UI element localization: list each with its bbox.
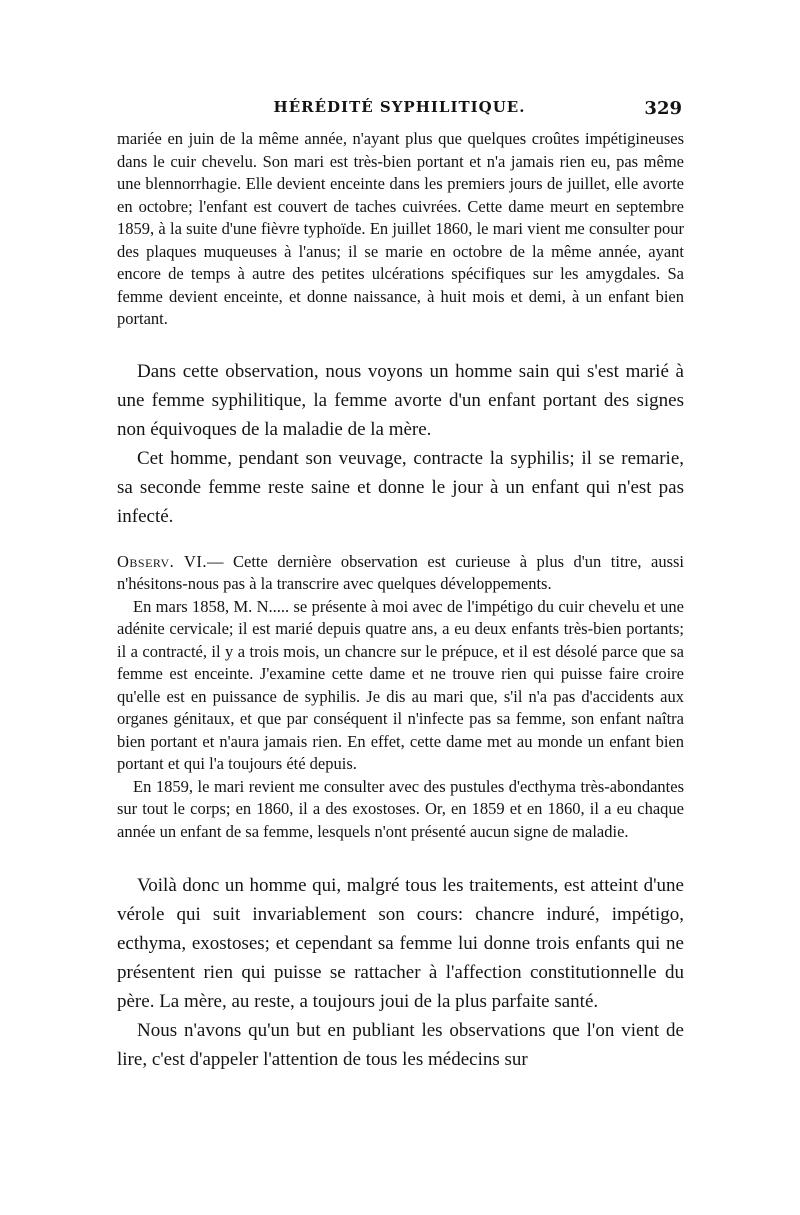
paragraph-case-followup: En 1859, le mari revient me consulter avec des pustules d'ecthyma très-abondantes sur tout le corps; en 1860, il a des exostoses. Or, en 1859 et en 1860, il a eu chaque année un enfant de sa femme, lesquels n'ont présenté aucun signe de maladie. [117,776,684,841]
page-number: 329 [644,98,682,119]
paragraph-commentary-1: Dans cette observation, nous voyons un homme sain qui s'est marié à une femme syphilitique, la femme avorte d'un enfant portant des signes non équivoques de la maladie de la mère. [117,360,684,440]
paragraph-commentary-2: Cet homme, pendant son veuvage, contracte la syphilis; il se remarie, sa seconde femme reste saine et donne le jour à un enfant qui n'est pas infecté. [117,447,684,527]
page-body [117,128,684,1074]
observation-heading-paragraph [117,551,684,596]
paragraph-continuation: mariée en juin de la même année, n'ayant plus que quelques croûtes impétigineuses dans le cuir chevelu. Son mari est très-bien portant et n'a jamais rien eu, pas même une blennorrhagie. Elle devient enceinte dans les premiers jours de juillet, elle avorte en octobre; l'enfant est couvert de taches cuivrées. Cette dame meurt en septembre 1859, à la suite d'une fièvre typhoïde. En juillet 1860, le mari vient me consulter pour des plaques muqueuses à l'anus; il se marie en octobre de la même année, ayant encore de temps à autre des petites ulcérations spécifiques sur les amygdales. Sa femme devient enceinte, et donne naissance, à huit mois et demi, à un enfant bien portant. [117,129,684,328]
paragraph-purpose: Nous n'avons qu'un but en publiant les observations que l'on vient de lire, c'est d'appeler l'attention de tous les médecins sur [117,1020,684,1070]
paragraph-conclusion: Voilà donc un homme qui, malgré tous les traitements, est atteint d'une vérole qui suit invariablement son cours: chancre induré, impétigo, ecthyma, exostoses; et cependant sa femme lui donne trois enfants qui ne présentent rien qui puisse se rattacher à l'affection constitutionnelle du père. La mère, au reste, a toujours joui de la plus parfaite santé. [117,875,684,1012]
running-title: HÉRÉDITÉ SYPHILITIQUE. [273,98,526,116]
page-header [117,98,682,124]
observation-label: Observ. VI. [117,551,208,571]
observation-intro: — Cette dernière observation est curieuse à plus d'un titre, aussi n'hésitons-nous pas à la transcrire avec quelques développements. [117,551,684,593]
paragraph-case-details: En mars 1858, M. N..... se présente à moi avec de l'impétigo du cuir chevelu et une adénite cervicale; il est marié depuis quatre ans, a eu deux enfants très-bien portants; il a contracté, il y a trois mois, un chancre sur le prépuce, et il est désolé parce que sa femme est enceinte. J'examine cette dame et ne trouve rien qui puisse faire croire qu'elle est en puissance de syphilis. Je dis au mari que, s'il n'a pas d'accidents aux organes génitaux, et que par conséquent il n'infecte pas sa femme, son enfant naîtra bien portant et n'aura jamais rien. En effet, cette dame met au monde un enfant bien portant et qui l'a toujours été depuis. [117,596,684,773]
